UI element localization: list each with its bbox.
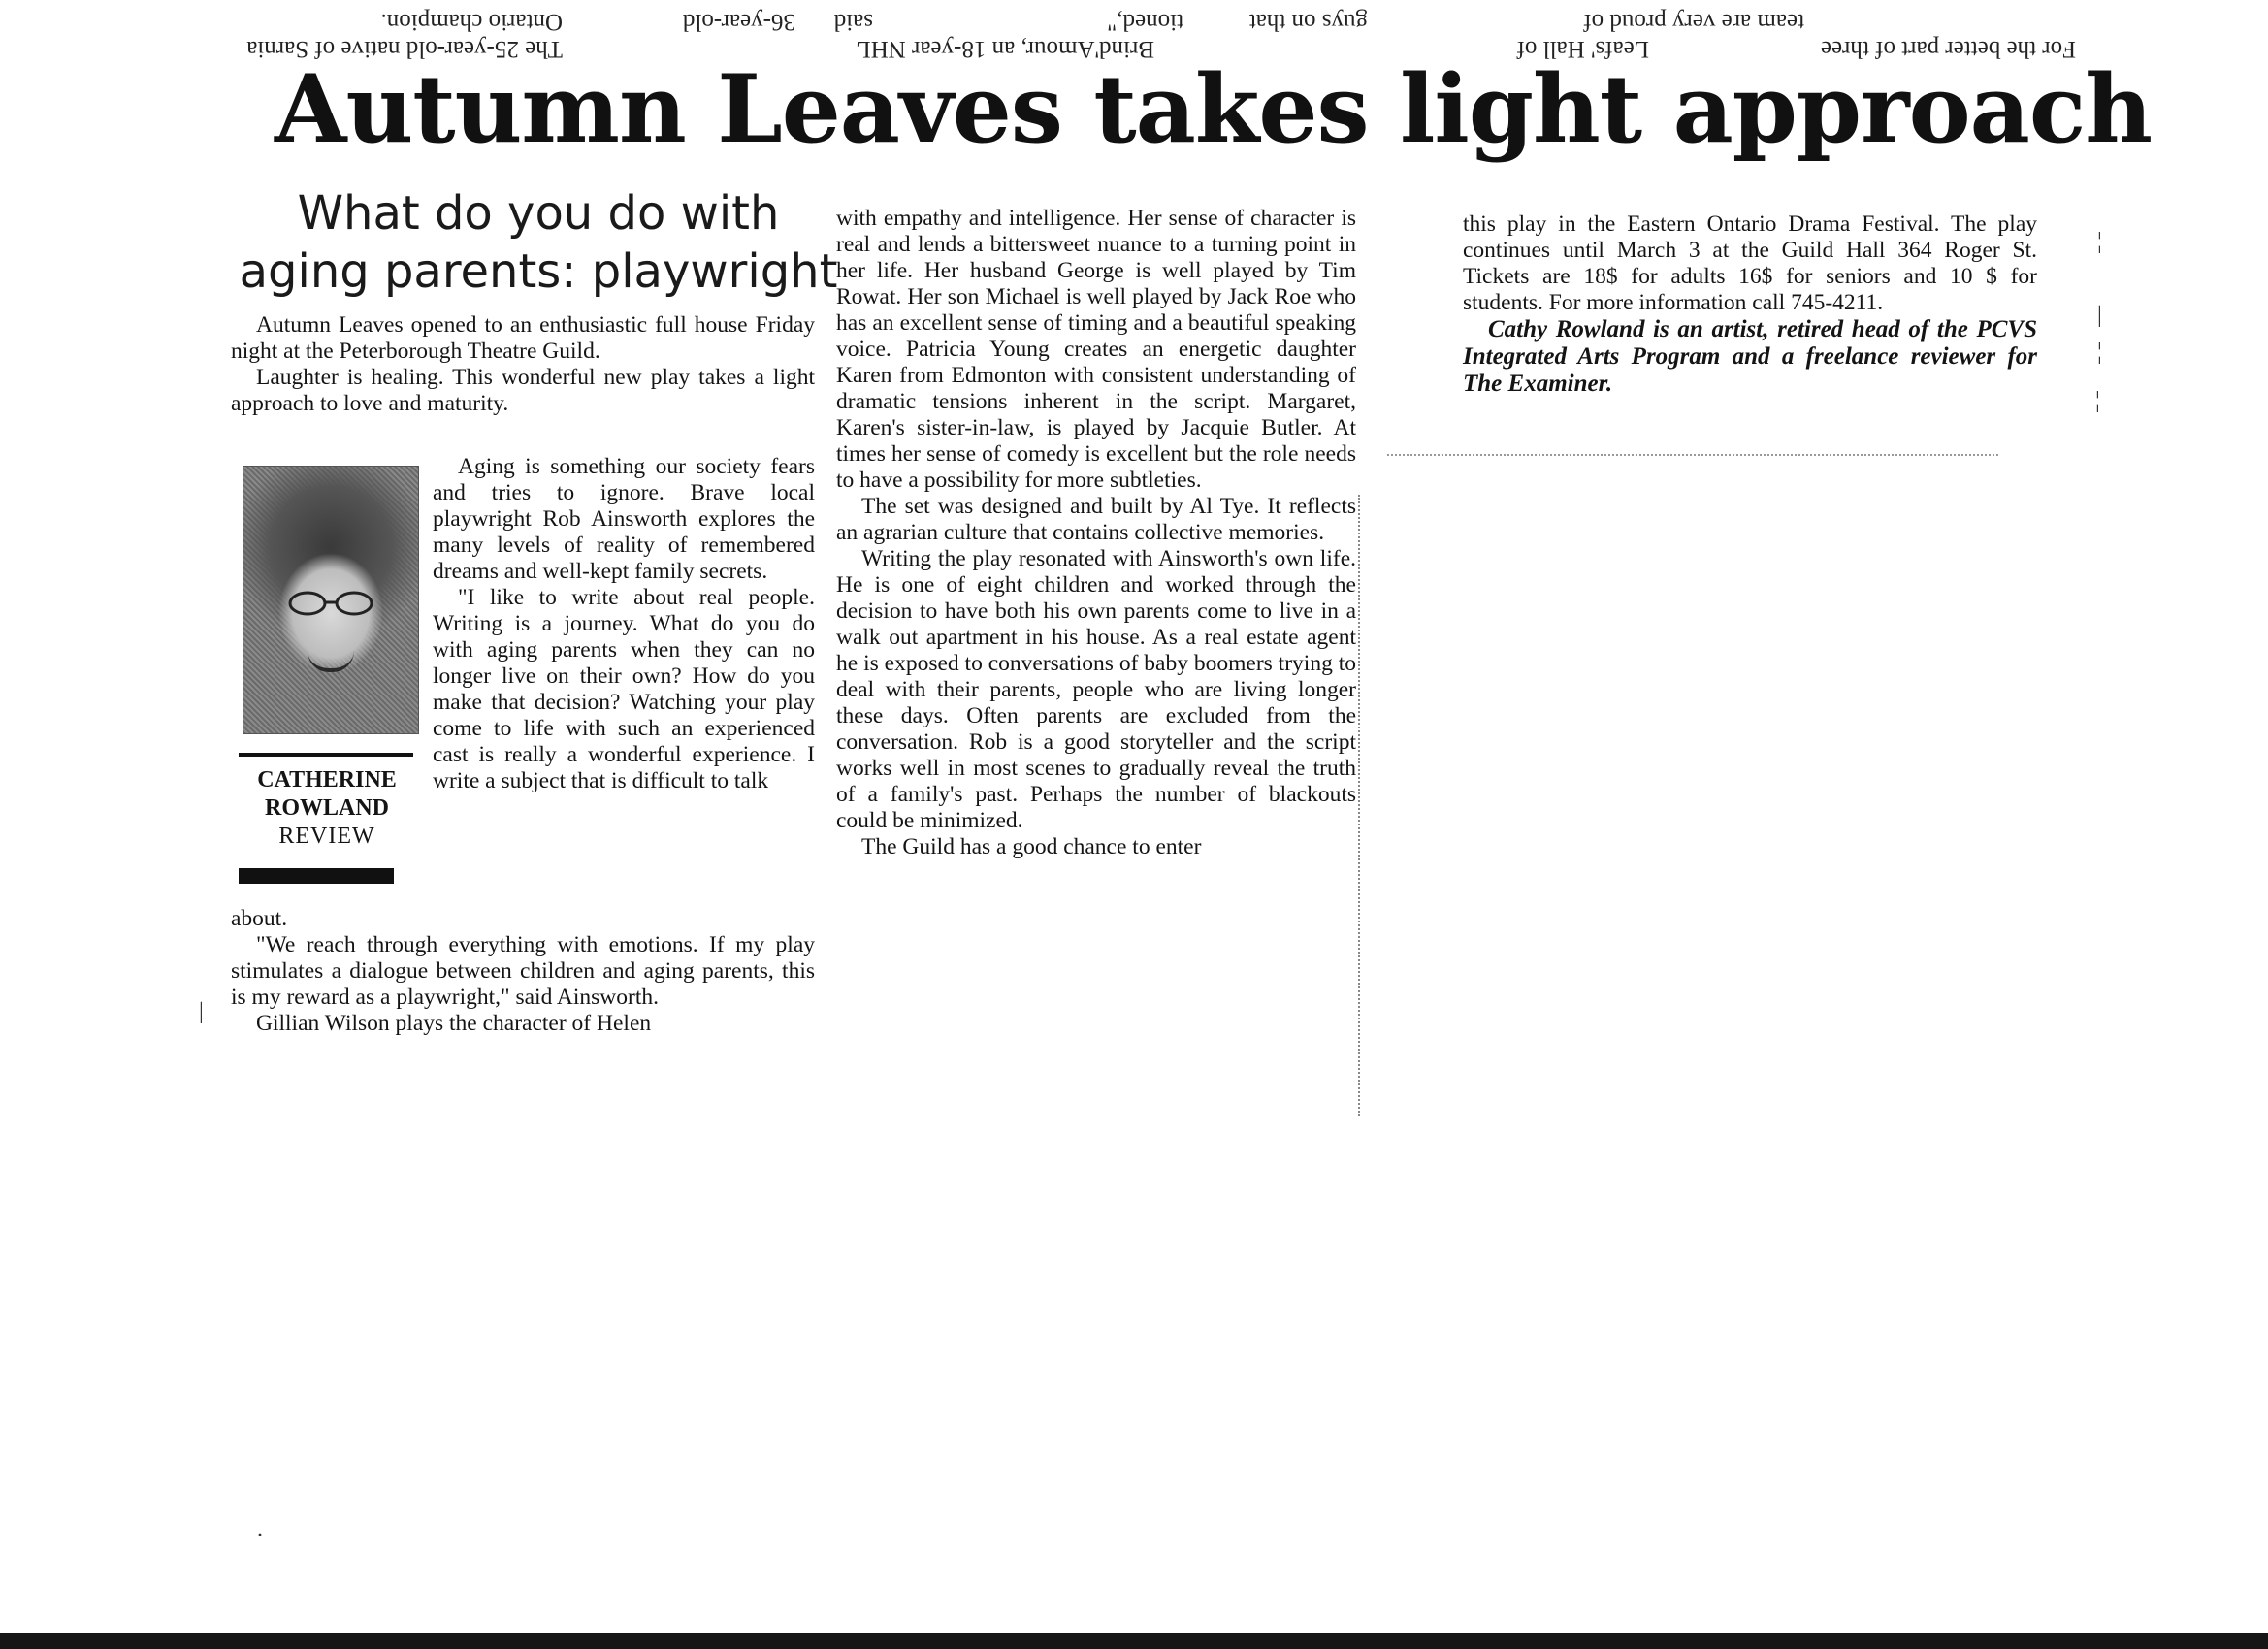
smile-shape [308, 651, 354, 672]
paragraph: about. [231, 906, 288, 931]
paragraph: "I like to write about real people. Writing is a journey. What do you do with aging parents when they can no longer live on their own? How do you make that decision? Watching your play come to life with such an experienced cast is really a wonderful experience. I write a subject that is difficult to talk [433, 585, 815, 793]
paragraph: The set was designed and built by Al Tye. It reflects an agrarian culture that contains collective memories. [836, 494, 1356, 545]
article-column-3 [1463, 211, 2037, 398]
scan-mark: | [2097, 303, 2102, 328]
bleed-line: The 25-year-old native of Sarnia [246, 36, 563, 62]
column-divider [1358, 495, 1362, 1116]
scan-border [0, 1633, 2268, 1649]
byline-name: ROWLAND [264, 795, 389, 821]
byline-rule-bottom [239, 868, 394, 884]
scan-mark: · [256, 1523, 264, 1548]
bleed-line: team are very proud of [1583, 9, 1804, 35]
bleed-line: Leafs' Hall of [1516, 36, 1649, 62]
paragraph: this play in the Eastern Ontario Drama Festival. The play continues until March 3 at the Guild Hall 364 Roger St. Tickets are 18$ for adults 16$ for seniors and 10 $ for students. For more information call 745-4211. [1463, 211, 2037, 315]
byline-name: CATHERINE [257, 767, 397, 792]
bleed-line: tioned," [1107, 9, 1183, 35]
paragraph: Aging is something our society fears and tries to ignore. Brave local playwright Rob Ainsworth explores the many levels of reality of remembered dreams and well-kept family secrets. [433, 454, 815, 584]
article-column-2 [836, 206, 1356, 860]
article-column-1-top [231, 312, 815, 417]
article-column-1-bottom [231, 906, 815, 1037]
byline-rule-top [239, 753, 413, 757]
bleed-line: Ontario champion. [380, 9, 563, 35]
paragraph: Autumn Leaves opened to an enthusiastic full house Friday night at the Peterborough Theatre Guild. [231, 312, 815, 364]
paragraph: Gillian Wilson plays the character of Helen [256, 1011, 652, 1036]
author-photo [243, 466, 419, 734]
author-bio: Cathy Rowland is an artist, retired head of the PCVS Integrated Arts Program and a freelance reviewer for The Examiner. [1463, 316, 2037, 397]
paragraph: The Guild has a good chance to enter [861, 834, 1202, 859]
bleed-line: said [833, 9, 873, 35]
end-rule [1387, 454, 1998, 458]
glasses-shape [286, 591, 375, 616]
bleed-line: guys on that [1248, 9, 1368, 35]
scan-mark: ¦ [2097, 340, 2102, 365]
bleed-line: For the better part of three [1820, 36, 2076, 62]
scan-mark: ¦ [2095, 388, 2100, 413]
paragraph: with empathy and intelligence. Her sense of character is real and lends a bittersweet nuance to a turning point in her life. Her husband George is well played by Tim Rowat. Her son Michael is well played by Jack Roe who has an excellent sense of timing and a beautiful speaking voice. Patricia Young creates an energetic daughter Karen from Edmonton with consistent understanding of dramatic tensions inherent in the script. Margaret, Karen's sister-in-law, is played by Jacquie Butler. At times her sense of comedy is excellent but the role needs to have a possibility for more subtleties. [836, 206, 1356, 493]
bleed-line: Brind'Amour, an 18-year NHL [856, 36, 1154, 62]
paragraph: "We reach through everything with emotions. If my play stimulates a dialogue between children and aging parents, this is my reward as a playwright," said Ainsworth. [231, 932, 815, 1010]
bleed-line: 36-year-old [682, 9, 795, 35]
byline-role: REVIEW [278, 824, 375, 849]
subheadline-line: What do you do with [297, 186, 780, 241]
headline: Autumn Leaves takes light approach [275, 54, 2153, 164]
article-column-1-wrap [433, 454, 815, 794]
paragraph: Laughter is healing. This wonderful new play takes a light approach to love and maturity. [231, 365, 815, 416]
scan-mark: ¦ [2097, 229, 2102, 254]
paragraph: Writing the play resonated with Ainsworth's own life. He is one of eight children and worked through the decision to have both his own parents come to live in a walk out apartment in his house. As a real estate agent he is exposed to conversations of baby boomers trying to deal with their parents, people who are living longer these days. Often parents are excluded from the conversation. Rob is a good storyteller and the script works well in most scenes to gradually reveal the truth of a family's past. Perhaps the number of blackouts could be minimized. [836, 546, 1356, 833]
scan-mark: | [199, 999, 204, 1024]
subheadline-line: aging parents: playwright [239, 244, 838, 299]
byline [231, 766, 423, 851]
subheadline [238, 184, 839, 301]
